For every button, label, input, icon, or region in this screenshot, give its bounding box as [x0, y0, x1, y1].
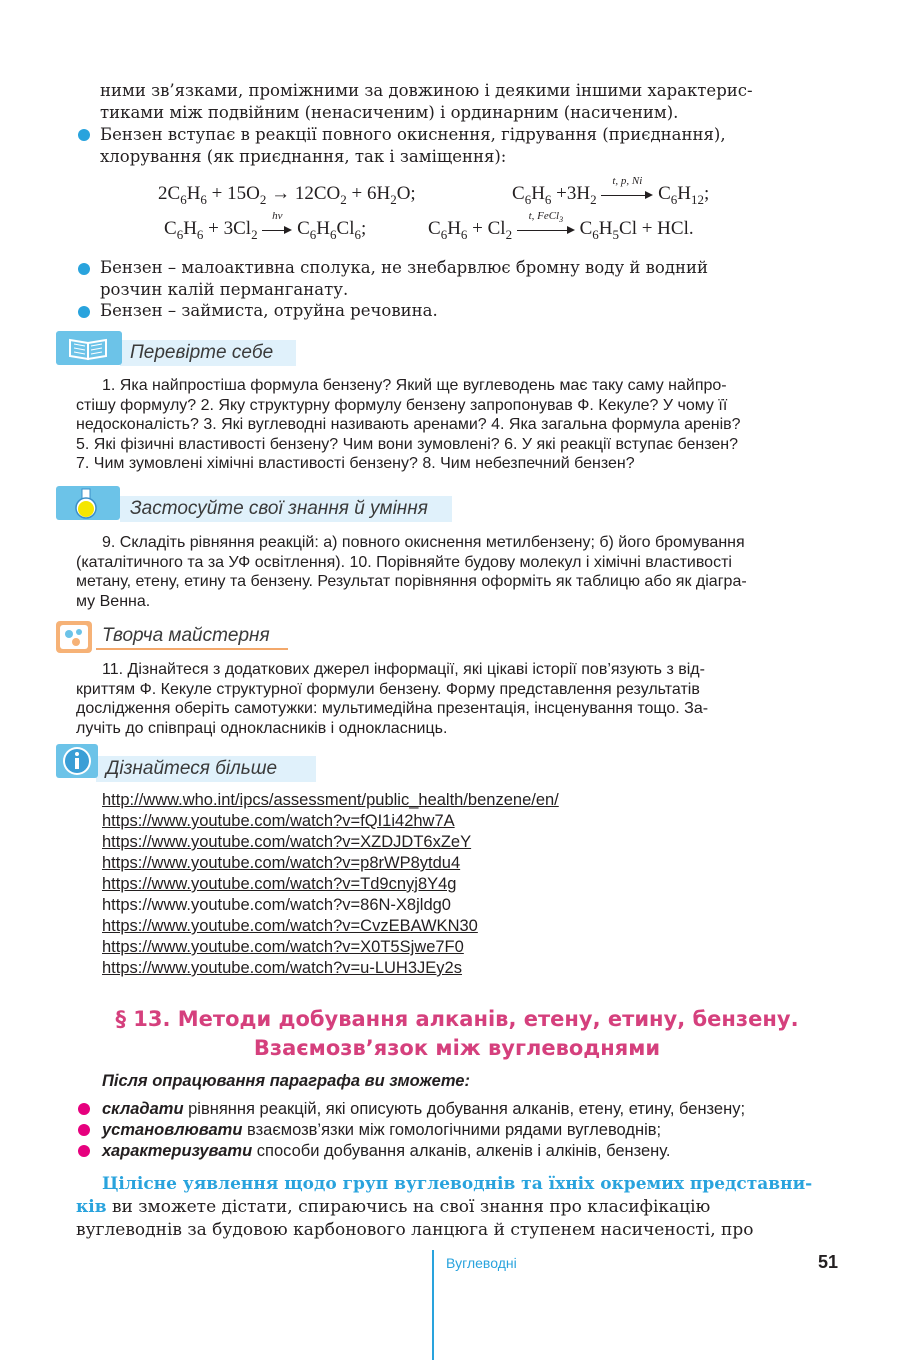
- objective-item: [102, 1119, 661, 1141]
- bullet-dot: [78, 306, 90, 318]
- resource-link[interactable]: https://www.youtube.com/watch?v=Td9cnyj8Y4g: [102, 875, 457, 893]
- section-title-more: Дізнайтеся більше: [106, 758, 278, 779]
- formula-hydrogenation: $C_6H_6 +3H_2$ t, p, Ni $C_6H_{12}$;: [512, 174, 710, 207]
- page-number: 51: [818, 1252, 839, 1272]
- intro-paragraph: [100, 80, 838, 124]
- task-line: 11. Дізнайтеся з додаткових джерел інформації, які цікаві історії пов’язують з від-: [102, 661, 705, 678]
- reaction-arrow: t, p, Ni: [601, 189, 653, 201]
- task-line: 1. Яка найпростіша формула бензену? Який ще вуглеводень має таку саму найпро-: [102, 377, 727, 394]
- section-title-check: Перевірте себе: [130, 342, 274, 363]
- formula-chlorination-addition: $C_6H_6 + 3Cl_2$ hν $C_6H_6Cl_6$;: [164, 209, 367, 242]
- task-line: 5. Які фізичні властивості бензену? Чим вони зумовлені? 6. У які реакції вступає бензен?: [76, 435, 738, 453]
- footer-divider: [432, 1250, 434, 1360]
- objective-item: [102, 1140, 670, 1162]
- intro-highlight-tail: ків: [76, 1197, 107, 1217]
- intro-line-2: тиками між подвійним (ненасиченим) і ординарним (насиченим).: [100, 103, 679, 122]
- task-line: криттям Ф. Кекуле структурної формули бензену. Форму представлення результатів: [76, 680, 700, 698]
- bullet-dot: [78, 129, 90, 141]
- bullet-item-flammable: [100, 300, 838, 322]
- bullet-line: Бензен – займиста, отруйна речовина.: [100, 301, 438, 320]
- section-intro-paragraph: [76, 1173, 838, 1242]
- task-line: 9. Складіть рівняння реакцій: а) повного окиснення метилбензену; б) його бромування: [102, 534, 745, 551]
- resource-link[interactable]: https://www.youtube.com/watch?v=X0T5Sjwe7F0: [102, 938, 464, 956]
- task-line: дослідження оберіть самотужки: мультимедійна презентація, інсценування тощо. За-: [76, 700, 709, 718]
- tasks-apply: [76, 533, 838, 611]
- bullet-dot: [78, 263, 90, 275]
- bullet-line: Бензен – малоактивна сполука, не знебарвлює бромну воду й водний: [100, 258, 709, 277]
- bullet-item-low-activity: [100, 257, 838, 301]
- book-icon: [56, 331, 122, 365]
- objective-verb: установлювати: [102, 1121, 243, 1139]
- bullet-line: хлорування (як приєднання, так і заміщення):: [100, 147, 507, 166]
- intro-line: [76, 1196, 838, 1219]
- questions-check: [76, 376, 838, 474]
- objective-verb: характеризувати: [102, 1142, 253, 1160]
- bullet-line: Бензен вступає в реакції повного окиснення, гідрування (приєднання),: [100, 125, 726, 144]
- formula-chlorination-substitution: $C_6H_6 + Cl_2$ t, FeCl$_3$ $C_6H_5Cl$ + HCl.: [428, 209, 694, 242]
- intro-line: вуглеводнів за будовою карбонового ланцюга й ступенем насиченості, про: [76, 1220, 754, 1240]
- objective-verb: складати: [102, 1100, 184, 1118]
- objectives-intro: Після опрацювання параграфа ви зможете:: [102, 1072, 470, 1090]
- intro-text: ви зможете дістати, спираючись на свої знання про класифікацію: [106, 1197, 711, 1217]
- resource-link[interactable]: https://www.youtube.com/watch?v=XZDJDT6xZeY: [102, 833, 472, 851]
- palette-icon: [56, 621, 92, 653]
- reaction-arrow: t, FeCl$_3$: [517, 224, 575, 236]
- resource-link[interactable]: https://www.youtube.com/watch?v=86N-X8jldg0: [102, 896, 451, 914]
- intro-line-1: ними зв’язками, проміжними за довжиною і деякими іншими характерис-: [100, 81, 753, 100]
- bullet-dot: [78, 1124, 90, 1136]
- resource-link[interactable]: http://www.who.int/ipcs/assessment/public_health/benzene/en/: [102, 791, 559, 809]
- task-line: 7. Чим зумовлені хімічні властивості бензену? 8. Чим небезпечний бензен?: [76, 455, 635, 473]
- flask-icon: [56, 486, 120, 520]
- objective-text: способи добування алканів, алкенів і алкінів, бензену.: [252, 1142, 671, 1160]
- section-title-apply: Застосуйте свої знання й уміння: [130, 498, 428, 519]
- task-line: метану, етену, етину та бензену. Результат порівняння оформіть як таблицю або як діагра-: [76, 573, 747, 591]
- objective-text: взаємозв’язки між гомологічними рядами вуглеводнів;: [242, 1121, 662, 1139]
- heading-line-2: Взаємозв’язок між вуглеводнями: [253, 1036, 661, 1060]
- reaction-arrow: hν: [262, 224, 292, 236]
- resource-link[interactable]: https://www.youtube.com/watch?v=CvzEBAWKN30: [102, 917, 478, 935]
- paragraph-heading: [76, 1005, 838, 1063]
- bullet-item-reactions: [100, 124, 838, 168]
- bullet-dot: [78, 1145, 90, 1157]
- task-line: стішу формулу? 2. Яку структурну формулу бензену запропонував Ф. Кекуле? У чому її: [76, 396, 728, 414]
- task-line: лучіть до співпраці однокласників і однокласниць.: [76, 719, 448, 737]
- objective-item: [102, 1098, 745, 1120]
- resource-link[interactable]: https://www.youtube.com/watch?v=p8rWP8ytdu4: [102, 854, 461, 872]
- intro-line: Цілісне уявлення щодо груп вуглеводнів та їхніх окремих представни-: [102, 1174, 813, 1194]
- resource-link[interactable]: https://www.youtube.com/watch?v=fQI1i42hw7A: [102, 812, 455, 830]
- footer-chapter: Вуглеводні: [446, 1255, 517, 1271]
- objective-text: рівняння реакцій, які описують добування алканів, етену, етину, бензену;: [183, 1100, 746, 1118]
- bullet-line: розчин калій перманганату.: [100, 280, 349, 299]
- section-title-creative: Творча майстерня: [102, 625, 270, 646]
- tasks-creative: [76, 660, 838, 738]
- task-line: му Венна.: [76, 592, 151, 610]
- task-line: (каталітичного та за УФ освітлення). 10. Порівняйте будову молекул і хімічні властивості: [76, 553, 732, 571]
- task-line: недосконалість? 3. Які вуглеводні називають аренами? 4. Яка загальна формула аренів?: [76, 416, 741, 434]
- heading-line-1: § 13. Методи добування алканів, етену, етину, бензену.: [115, 1007, 799, 1031]
- resource-link[interactable]: https://www.youtube.com/watch?v=u-LUH3JEy2s: [102, 959, 462, 977]
- info-icon: [56, 744, 98, 778]
- bullet-dot: [78, 1103, 90, 1115]
- section-underline-creative: [96, 648, 288, 650]
- formula-combustion: $2C_6H_6 + 15O_2 \to 12CO_2 + 6H_2O$;: [158, 183, 416, 207]
